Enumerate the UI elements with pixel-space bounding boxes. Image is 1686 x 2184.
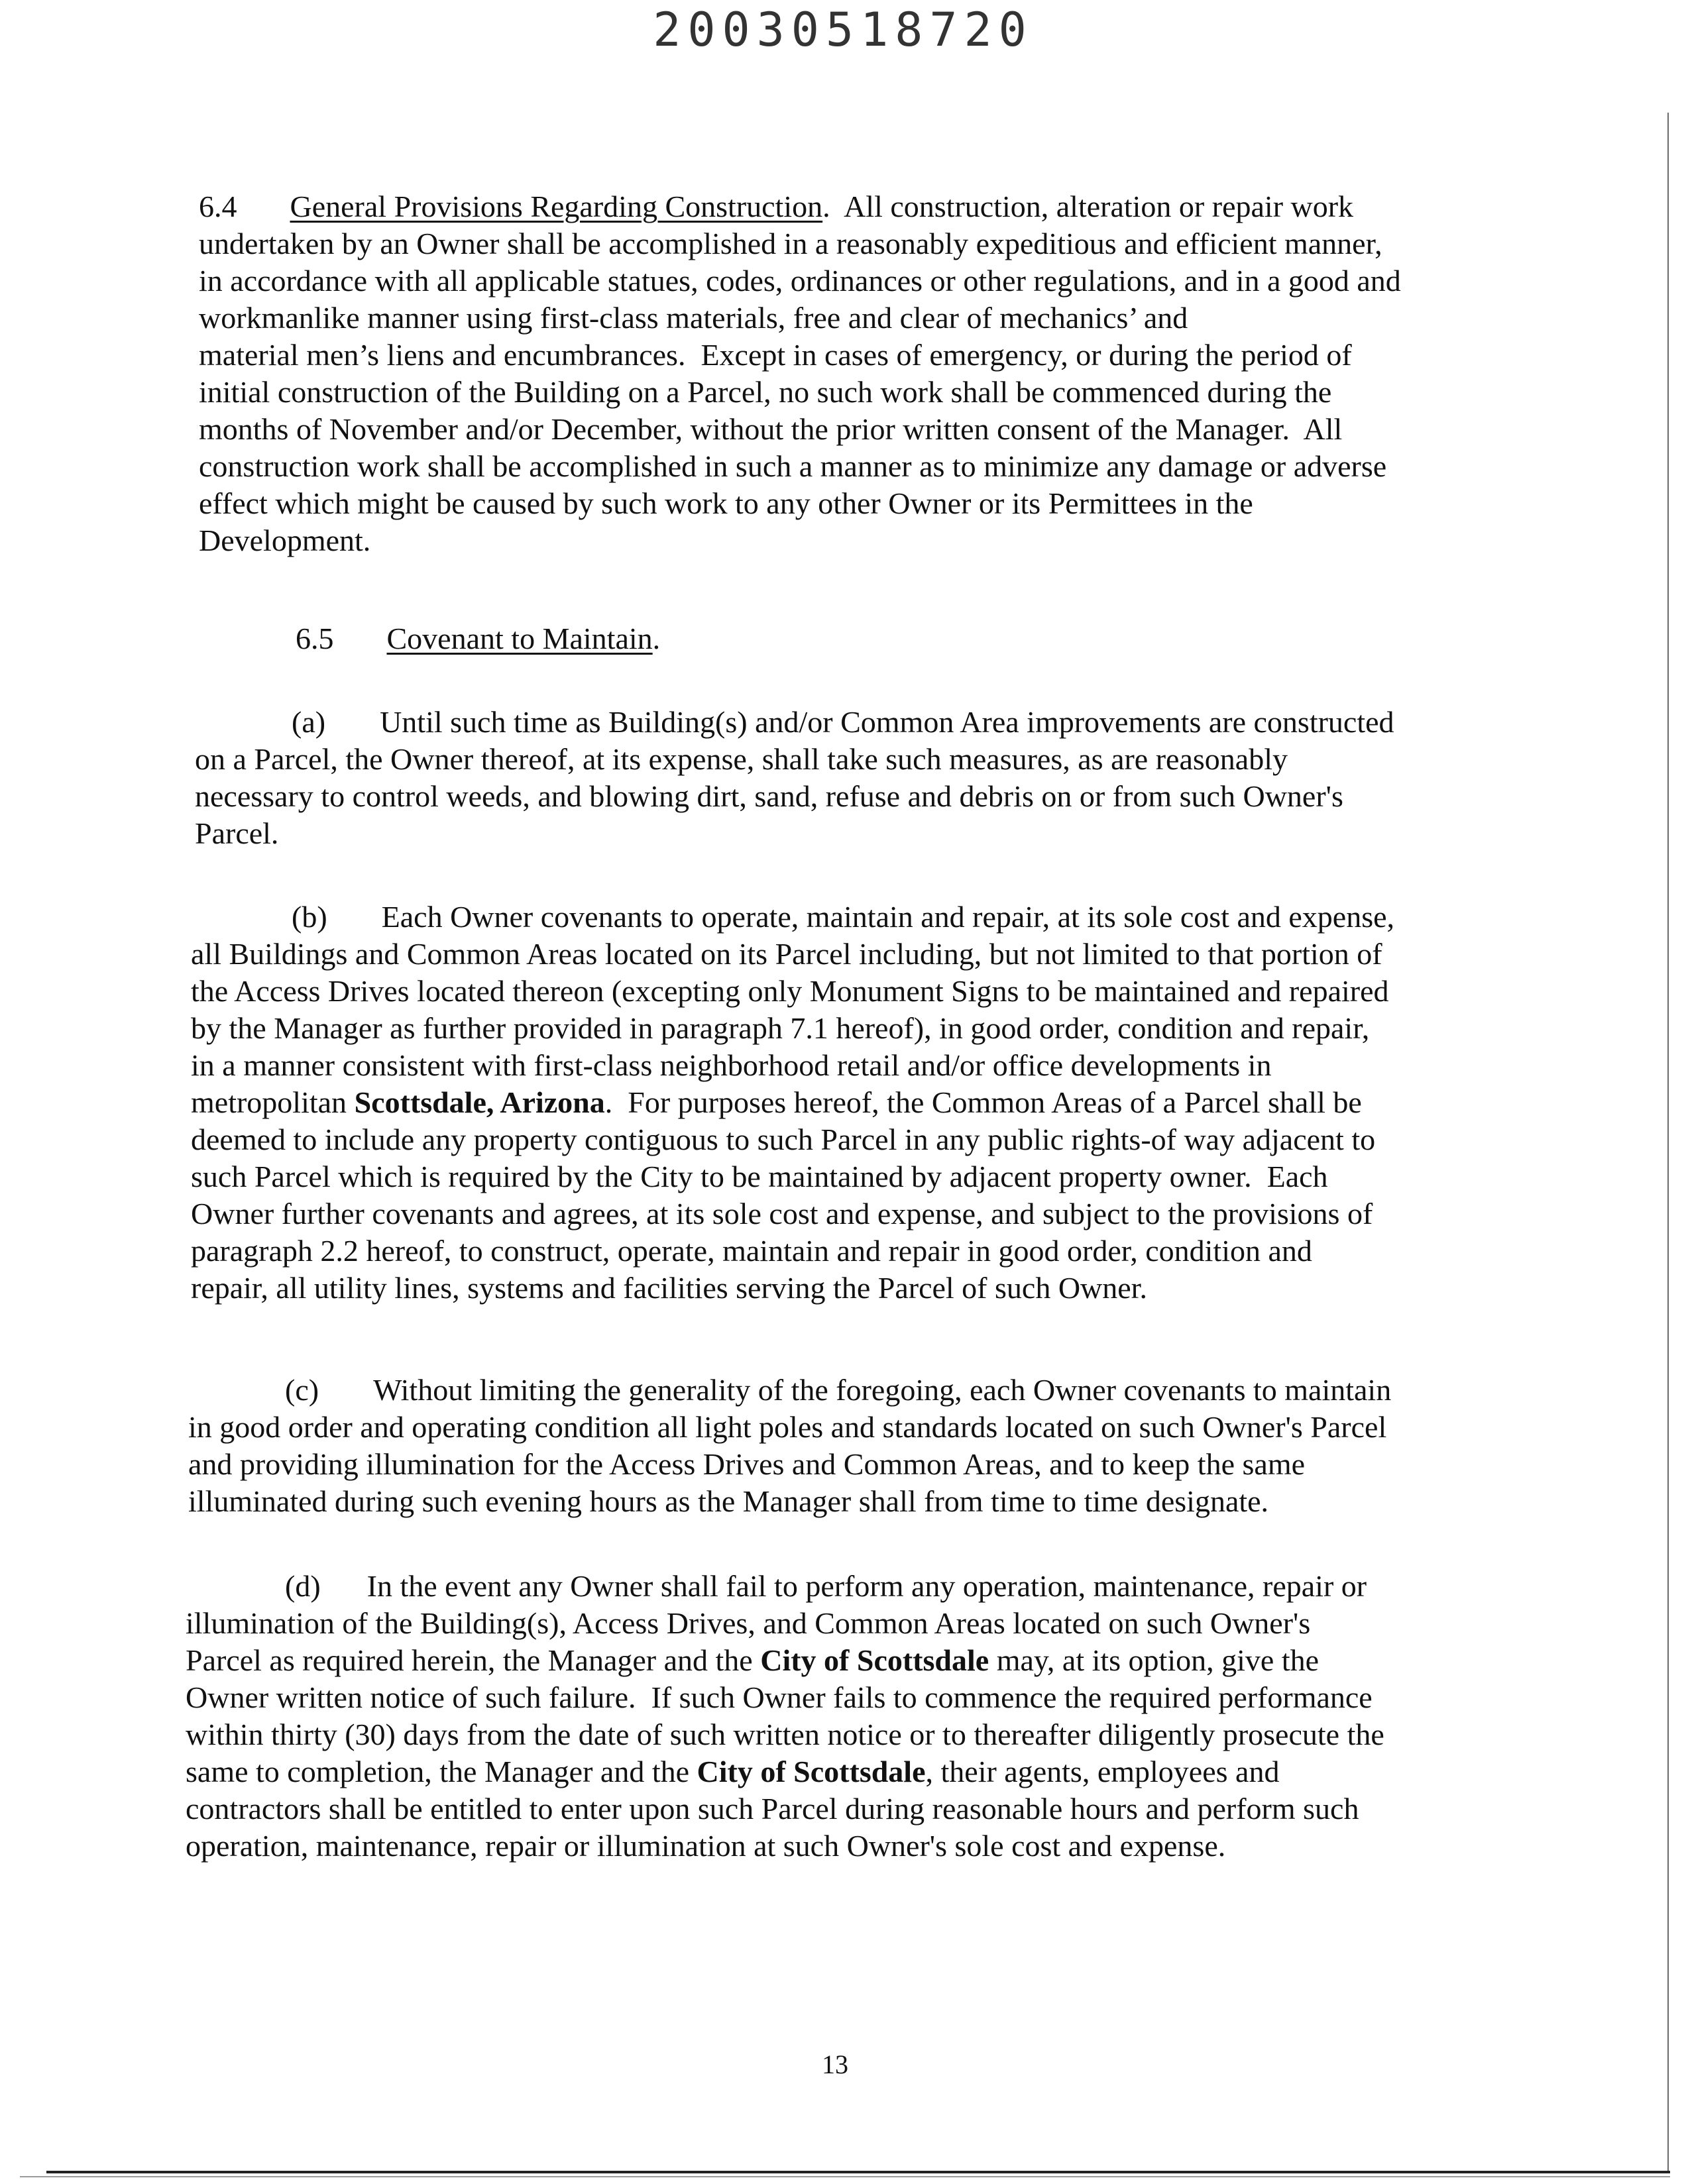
location-name: Scottsdale, Arizona bbox=[354, 1085, 605, 1119]
body-line: in good order and operating condition all light poles and standards located on such Owner's Parcel bbox=[188, 1410, 1387, 1444]
scan-edge-right bbox=[1667, 113, 1669, 2173]
body-line: initial construction of the Building on a Parcel, no such work shall be commenced during the bbox=[199, 375, 1332, 409]
body-line: necessary to control weeds, and blowing dirt, sand, refuse and debris on or from such Owner's bbox=[195, 779, 1343, 813]
section-6-4-first-line bbox=[199, 188, 1353, 225]
body-line: workmanlike manner using first-class materials, free and clear of mechanics’ and bbox=[199, 301, 1188, 335]
page-number: 13 bbox=[822, 2049, 848, 2079]
section-text: . All construction, alteration or repair work bbox=[822, 190, 1354, 223]
body-line: months of November and/or December, without the prior written consent of the Manager. All bbox=[199, 412, 1343, 446]
paragraph-c-first-line: (c) Without limiting the generality of the foregoing, each Owner covenants to maintain bbox=[285, 1373, 1392, 1407]
paragraph-label: (b) bbox=[292, 900, 327, 934]
body-line: all Buildings and Common Areas located on its Parcel including, but not limited to that portion of bbox=[191, 937, 1382, 971]
body-line: repair, all utility lines, systems and facilities serving the Parcel of such Owner. bbox=[191, 1271, 1147, 1305]
document-number: 20030518720 bbox=[653, 3, 1033, 57]
body-line: within thirty (30) days from the date of such written notice or to thereafter diligently prosecute the bbox=[186, 1718, 1384, 1751]
paragraph-label: (c) bbox=[285, 1373, 319, 1407]
paragraph-label: (a) bbox=[292, 705, 326, 739]
paragraph-d-first-line: (d) In the event any Owner shall fail to perform any operation, maintenance, repair or bbox=[285, 1569, 1367, 1603]
body-line: Development. bbox=[199, 523, 371, 557]
body-line: operation, maintenance, repair or illumination at such Owner's sole cost and expense. bbox=[186, 1829, 1226, 1863]
city-name: City of Scottsdale bbox=[697, 1755, 926, 1788]
body-line: illumination of the Building(s), Access Drives, and Common Areas located on such Owner's bbox=[186, 1606, 1311, 1640]
body-line: deemed to include any property contiguous to such Parcel in any public rights-of way adjacent to bbox=[191, 1122, 1376, 1156]
paragraph-label: (d) bbox=[285, 1569, 321, 1603]
body-line: in accordance with all applicable statues, codes, ordinances or other regulations, and in a good and bbox=[199, 264, 1401, 298]
body-line: same to completion, the Manager and the City of Scottsdale, their agents, employees and bbox=[186, 1755, 1280, 1788]
body-line: the Access Drives located thereon (excepting only Monument Signs to be maintained and repaired bbox=[191, 974, 1389, 1008]
body-line: illuminated during such evening hours as the Manager shall from time to time designate. bbox=[188, 1484, 1269, 1518]
scan-edge-bottom bbox=[46, 2171, 1670, 2173]
body-line: contractors shall be entitled to enter upon such Parcel during reasonable hours and perform such bbox=[186, 1792, 1359, 1826]
body-line: undertaken by an Owner shall be accomplished in a reasonably expeditious and efficient manner, bbox=[199, 227, 1382, 260]
body-line: Owner further covenants and agrees, at its sole cost and expense, and subject to the provisions of bbox=[191, 1197, 1373, 1230]
city-name: City of Scottsdale bbox=[760, 1643, 989, 1677]
body-line: such Parcel which is required by the City to be maintained by adjacent property owner. Each bbox=[191, 1160, 1328, 1193]
body-line: paragraph 2.2 hereof, to construct, operate, maintain and repair in good order, condition and bbox=[191, 1234, 1312, 1268]
body-line: on a Parcel, the Owner thereof, at its expense, shall take such measures, as are reasonably bbox=[195, 742, 1288, 776]
body-line: Owner written notice of such failure. If such Owner fails to commence the required performance bbox=[186, 1680, 1373, 1714]
paragraph-a-first-line: (a) Until such time as Building(s) and/or Common Area improvements are constructed bbox=[292, 705, 1394, 739]
section-6-5-heading: 6.5 Covenant to Maintain. bbox=[296, 622, 661, 655]
scan-edge-bottom-faint bbox=[20, 2176, 1670, 2177]
body-line: construction work shall be accomplished in such a manner as to minimize any damage or adverse bbox=[199, 449, 1387, 483]
paragraph-b-first-line: (b) Each Owner covenants to operate, maintain and repair, at its sole cost and expense, bbox=[292, 900, 1395, 934]
body-line: Parcel as required herein, the Manager and the City of Scottsdale may, at its option, give the bbox=[186, 1643, 1320, 1677]
body-line: by the Manager as further provided in paragraph 7.1 hereof), in good order, condition and repair, bbox=[191, 1011, 1370, 1045]
body-line: effect which might be caused by such work to any other Owner or its Permittees in the bbox=[199, 486, 1253, 520]
body-line: and providing illumination for the Access Drives and Common Areas, and to keep the same bbox=[188, 1447, 1306, 1481]
section-heading: Covenant to Maintain bbox=[386, 622, 653, 655]
body-line: metropolitan Scottsdale, Arizona. For purposes hereof, the Common Areas of a Parcel shall be bbox=[191, 1085, 1362, 1119]
body-line: in a manner consistent with first-class neighborhood retail and/or office developments in bbox=[191, 1048, 1272, 1082]
body-line: Parcel. bbox=[195, 816, 279, 850]
section-number: 6.5 bbox=[296, 622, 334, 655]
section-heading: General Provisions Regarding Construction bbox=[290, 190, 823, 223]
body-line: material men’s liens and encumbrances. Except in cases of emergency, or during the period of bbox=[199, 338, 1352, 372]
section-number: 6.4 bbox=[199, 190, 237, 223]
